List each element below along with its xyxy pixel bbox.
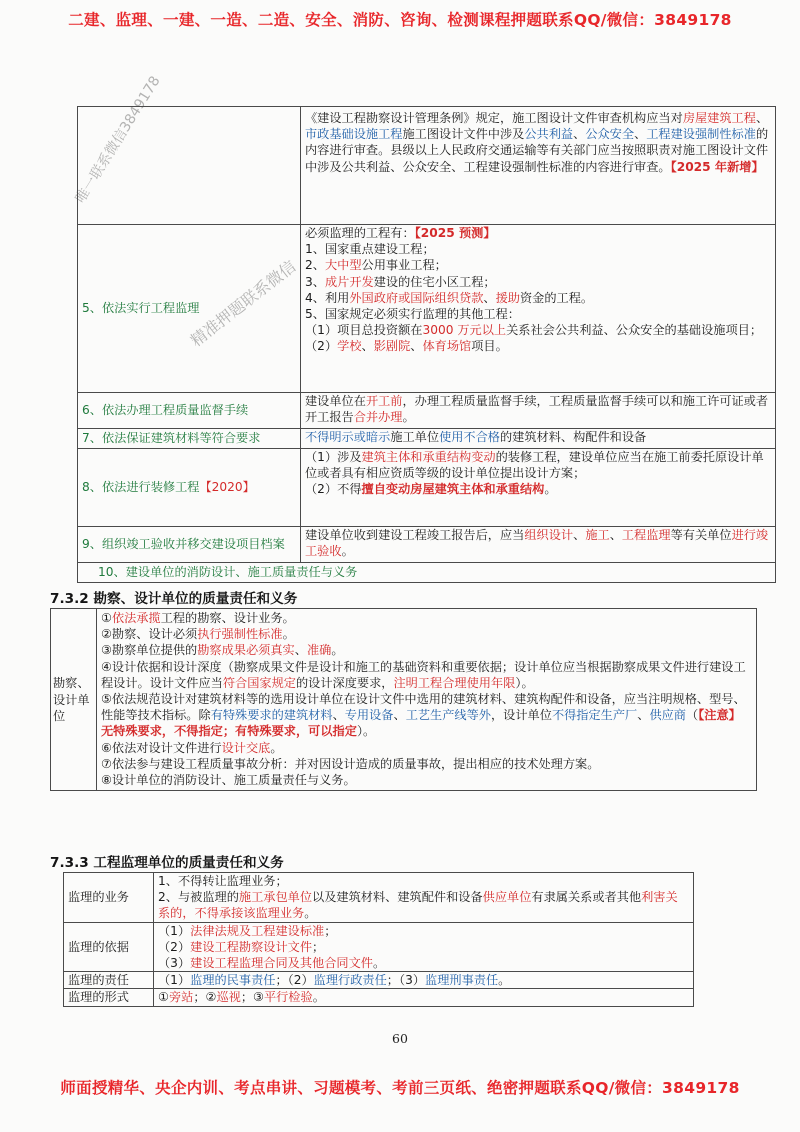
row-label-forms: 监理的形式	[64, 989, 154, 1006]
acceptance-text: 建设单位收到建设工程竣工报告后，应当组织设计、施工、工程监理等有关单位进行竣工验收。	[301, 527, 776, 563]
table-row	[51, 609, 757, 791]
row-label-materials: 7、依法保证建筑材料等符合要求	[78, 429, 301, 449]
decoration-text: （1）涉及建筑主体和承重结构变动的装修工程，建设单位应当在施工前委托原设计单位或者具有相应资质等级的设计单位提出设计方案； （2）不得擅自变动房屋建筑主体和承重结构。	[301, 449, 776, 527]
quality-supervision-text: 建设单位在开工前，办理工程质量监督手续，工程质量监督手续可以和施工许可证或者开工报告合并办理。	[301, 393, 776, 429]
row-label-fire-design: 10、建设单位的消防设计、施工质量责任与义务	[78, 563, 776, 583]
row-label-liability: 监理的责任	[64, 972, 154, 989]
materials-text: 不得明示或暗示施工单位使用不合格的建筑材料、构配件和设备	[301, 429, 776, 449]
table-row	[78, 527, 776, 563]
row-label-basis: 监理的依据	[64, 922, 154, 972]
note-tag: 【注意】无特殊要求，不得指定；有特殊要求，可以指定	[101, 708, 741, 739]
watermark-middle: 精准押题联系微信	[186, 256, 300, 351]
table-row	[64, 922, 694, 972]
basis-text: （1）法律法规及工程建设标准； （2）建设工程勘察设计文件； （3）建设工程监理合同及其他合同文件。	[154, 922, 694, 972]
row-label-supervision: 5、依法实行工程监理	[78, 225, 301, 393]
forms-text: ①旁站；②巡视；③平行检验。	[154, 989, 694, 1006]
table-row	[78, 429, 776, 449]
watermark-upper: 唯一联系微信3849178	[72, 73, 164, 207]
row-label-empty	[78, 107, 301, 225]
business-text: 1、不得转让监理业务； 2、与被监理的施工承包单位以及建筑材料、建筑配件和设备供应单位有隶属关系或者其他利害关系的，不得承接该监理业务。	[154, 873, 694, 923]
table-row	[78, 563, 776, 583]
design-unit-table	[50, 608, 757, 791]
table-row	[64, 989, 694, 1006]
table-row	[78, 107, 776, 225]
bottom-banner: 师面授精华、央企内训、考点串讲、习题模考、考前三页纸、绝密押题联系QQ/微信：3849178	[60, 1079, 740, 1097]
table-row	[78, 449, 776, 527]
table-row	[78, 225, 776, 393]
supervision-unit-table	[63, 872, 694, 1007]
row-label-acceptance: 9、组织竣工验收并移交建设项目档案	[78, 527, 301, 563]
design-unit-list: ①依法承揽工程的勘察、设计业务。 ②勘察、设计必须执行强制性标准。 ③勘察单位提供的勘察成果必须真实、准确。 ④设计依据和设计深度（勘察成果文件是设计和施工的基础资料和重要依据；设计单位应当根据勘察成果文件进行建设工程设计。设计文件应当符合国家规定的设计深度要求，注明工程合理使用年限）。 ⑤依法规范设计对建筑材料等的选用设计单位在设计文件中选用的建筑材料、建筑构配件和设备，应当注明规格、型号、性能等技术指标。除有特殊要求的建筑材料、专用设备、工艺生产线等外，设计单位不得指定生产厂、供应商（【注意】无特殊要求，不得指定；有特殊要求，可以指定）。 ⑥依法对设计文件进行设计交底。 ⑦依法参与建设工程质量事故分析：并对因设计造成的质量事故，提出相应的技术处理方案。 ⑧设计单位的消防设计、施工质量责任与义务。	[97, 609, 757, 791]
section-heading-7-3-3: 7.3.3 工程监理单位的质量责任和义务	[50, 855, 284, 871]
top-banner: 二建、监理、一建、一造、二造、安全、消防、咨询、检测课程押题联系QQ/微信：3849178	[68, 11, 732, 29]
page-number: 60	[392, 1031, 408, 1046]
liability-text: （1）监理的民事责任；（2）监理行政责任；（3）监理刑事责任。	[154, 972, 694, 989]
drawing-review-text: 《建设工程勘察设计管理条例》规定，施工图设计文件审查机构应当对房屋建筑工程、市政基础设施工程施工图设计文件中涉及公共利益、公众安全、工程建设强制性标准的内容进行审查。县级以上人民政府交通运输等有关部门应当按照职责对施工图设计文件中涉及公共利益、公众安全、工程建设强制性标准的内容进行审查。【2025 年新增】	[301, 107, 776, 225]
table-row	[78, 393, 776, 429]
new-2025-tag: 【2025 年新增】	[670, 159, 764, 174]
row-label-quality-supervision: 6、依法办理工程质量监督手续	[78, 393, 301, 429]
row-label-decoration: 8、依法进行装修工程【2020】	[78, 449, 301, 527]
row-label-design-unit: 勘察、设计单位	[51, 609, 97, 791]
forecast-2025-tag: 【2025 预测】	[414, 226, 496, 240]
table-row	[64, 873, 694, 923]
supervision-list: 必须监理的工程有：【2025 预测】 1、国家重点建设工程； 2、大中型公用事业工程； 3、成片开发建设的住宅小区工程； 4、利用外国政府或国际组织贷款、援助资金的工程。 5、国家规定必须实行监理的其他工程： （1）项目总投资额在3000 万元以上关系社会公共利益、公众安全的基础设施项目； （2）学校、影剧院、体育场馆项目。	[301, 225, 776, 393]
row-label-business: 监理的业务	[64, 873, 154, 923]
section-heading-7-3-2: 7.3.2 勘察、设计单位的质量责任和义务	[50, 591, 298, 607]
construction-unit-table	[77, 106, 776, 583]
table-row	[64, 972, 694, 989]
